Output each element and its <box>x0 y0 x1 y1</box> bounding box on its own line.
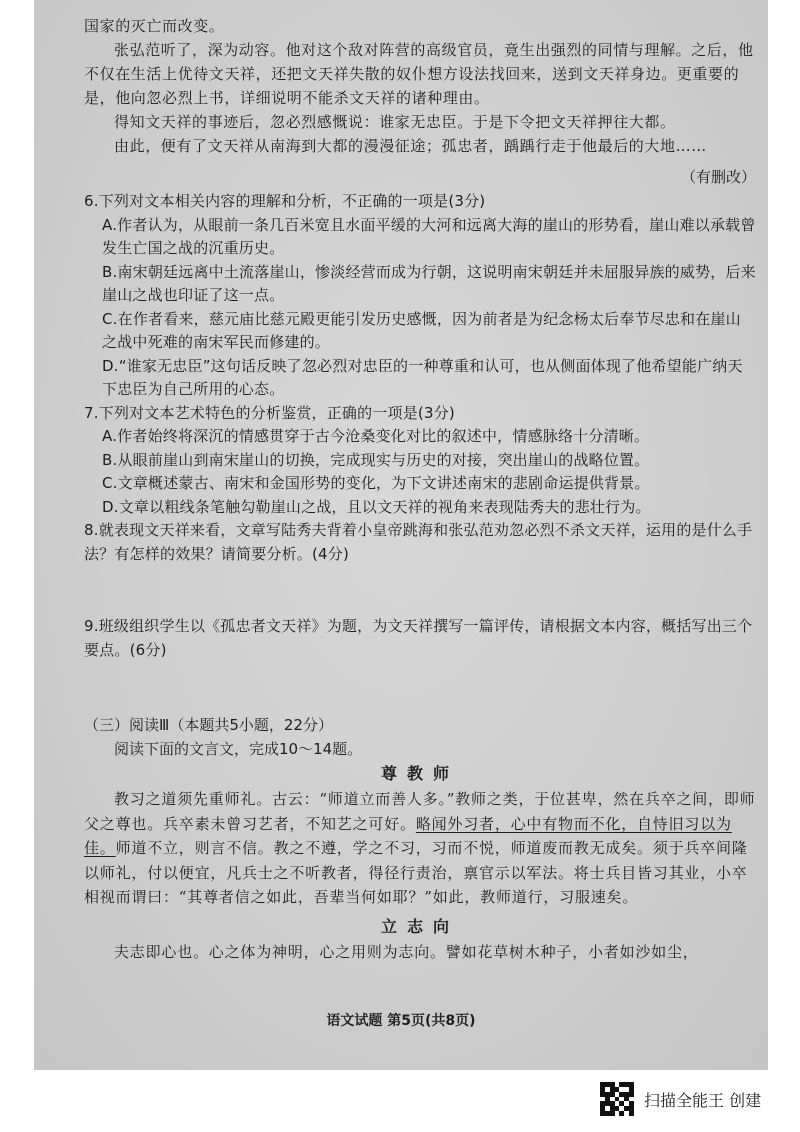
option-c: C.文章概述蒙古、南宋和金国形势的变化，为下文讲述南宋的悲剧命运提供背景。 <box>102 474 650 492</box>
question-stem: 8.就表现文天祥来看，文章写陆秀夫背着小皇帝跳海和张弘范劝忽必烈不杀文天祥，运用的是什么手法？有怎样的效果？请简要分析。(4分) <box>84 521 753 563</box>
underlined-sentence: 略闻外习者，心中有物而不化，自恃旧习以为佳。 <box>84 814 732 857</box>
passage-source: （有删改） <box>680 168 756 186</box>
question-9 <box>84 615 756 713</box>
option-a: A.作者认为，从眼前一条几百米宽且水面平缓的大河和远离大海的崖山的形势看，崖山难以承载曾发生亡国之战的沉重历史。 <box>102 215 756 257</box>
question-stem: 9.班级组织学生以《孤忠者文天祥》为题，为文天祥撰写一篇评传，请根据文本内容，概括写出三个要点。(6分) <box>84 617 753 659</box>
classical-text-part: 师道不立，则言不信。教之不遵，学之不习，习而不悦，师道废而教无成矣。须于兵卒间隆以师礼，付以便宜，凡兵士之不听教者，得径行责治，禀官示以军法。将士兵目皆习其业，小卒相视而谓曰：“其尊者信之如此，吾辈当何如耶？”如此，教师道行，习服速矣。 <box>84 839 748 906</box>
classical-text-1 <box>84 787 756 910</box>
option-c: C.在作者看来，慈元庙比慈元殿更能引发历史感慨，因为前者是为纪念杨太后奉节尽忠和在崖山之战中死难的南宋军民而修建的。 <box>102 309 741 351</box>
question-6 <box>84 190 756 402</box>
watermark-text: 扫描全能王 创建 <box>644 1090 762 1110</box>
section-3 <box>84 713 756 761</box>
classical-title-1: 尊教师 <box>380 764 459 783</box>
question-stem: 6.下列对文本相关内容的理解和分析，不正确的一项是(3分) <box>84 192 486 210</box>
qr-code-icon <box>600 1082 634 1116</box>
passage-line: 得知文天祥的事迹后，忽必烈感慨说：谁家无忠臣。于是下令把文天祥押往大都。 <box>114 113 676 131</box>
section-heading: （三）阅读Ⅲ（本题共5小题，22分） <box>84 716 333 734</box>
question-7 <box>84 402 756 520</box>
watermark <box>600 1082 761 1116</box>
passage-line: 国家的灭亡而改变。 <box>84 17 225 35</box>
page-footer: 语文试题 第5页(共8页) <box>326 1013 476 1029</box>
classical-text-part: 教习之道须先重师礼。古云：“师道立而善人多。”教师之类，于位甚卑，然在兵卒之间，即师父之尊也。兵卒素未曾习艺者，不知艺之可好。 <box>84 790 756 833</box>
question-stem: 7.下列对文本艺术特色的分析鉴赏，正确的一项是(3分) <box>84 403 455 422</box>
section-instruction: 阅读下面的文言文，完成10～14题。 <box>114 740 363 758</box>
option-b: B.南宋朝廷远离中土流落崖山，惨淡经营而成为行朝，这说明南宋朝廷并未屈服异族的威势，后来崖山之战也印证了这一点。 <box>102 262 756 304</box>
scanned-page <box>34 0 768 1070</box>
passage-line: 张弘范听了，深为动容。他对这个敌对阵营的高级官员，竟生出强烈的同情与理解。之后，他不仅在生活上优待文天祥，还把文天祥失散的奴仆想方设法找回来，送到文天祥身边。更重要的是，他向忽必烈上书，详细说明不能杀文天祥的诸种理由。 <box>84 41 754 107</box>
page-content <box>84 14 756 964</box>
question-8 <box>84 519 756 615</box>
option-a: A.作者始终将深沉的情感贯穿于古今沧桑变化对比的叙述中，情感脉络十分清晰。 <box>102 427 650 445</box>
passage-line: 由此，便有了文天祥从南海到大都的漫漫征途；孤忠者，踽踽行走于他最后的大地…… <box>114 137 707 155</box>
option-d: D.“谁家无忠臣”这句话反映了忽必烈对忠臣的一种尊重和认可，也从侧面体现了他希望能广纳天下忠臣为自己所用的心态。 <box>102 356 743 398</box>
classical-text-2: 夫志即心也。心之体为神明，心之用则为志向。譬如花草树木种子，小者如沙如尘， <box>114 942 699 961</box>
option-b: B.从眼前崖山到南宋崖山的切换，完成现实与历史的对接，突出崖山的战略位置。 <box>102 450 650 469</box>
classical-title-2: 立志向 <box>380 916 459 936</box>
option-d: D.文章以粗线条笔触勾勒崖山之战，且以文天祥的视角来表现陆秀夫的悲壮行为。 <box>102 497 651 516</box>
